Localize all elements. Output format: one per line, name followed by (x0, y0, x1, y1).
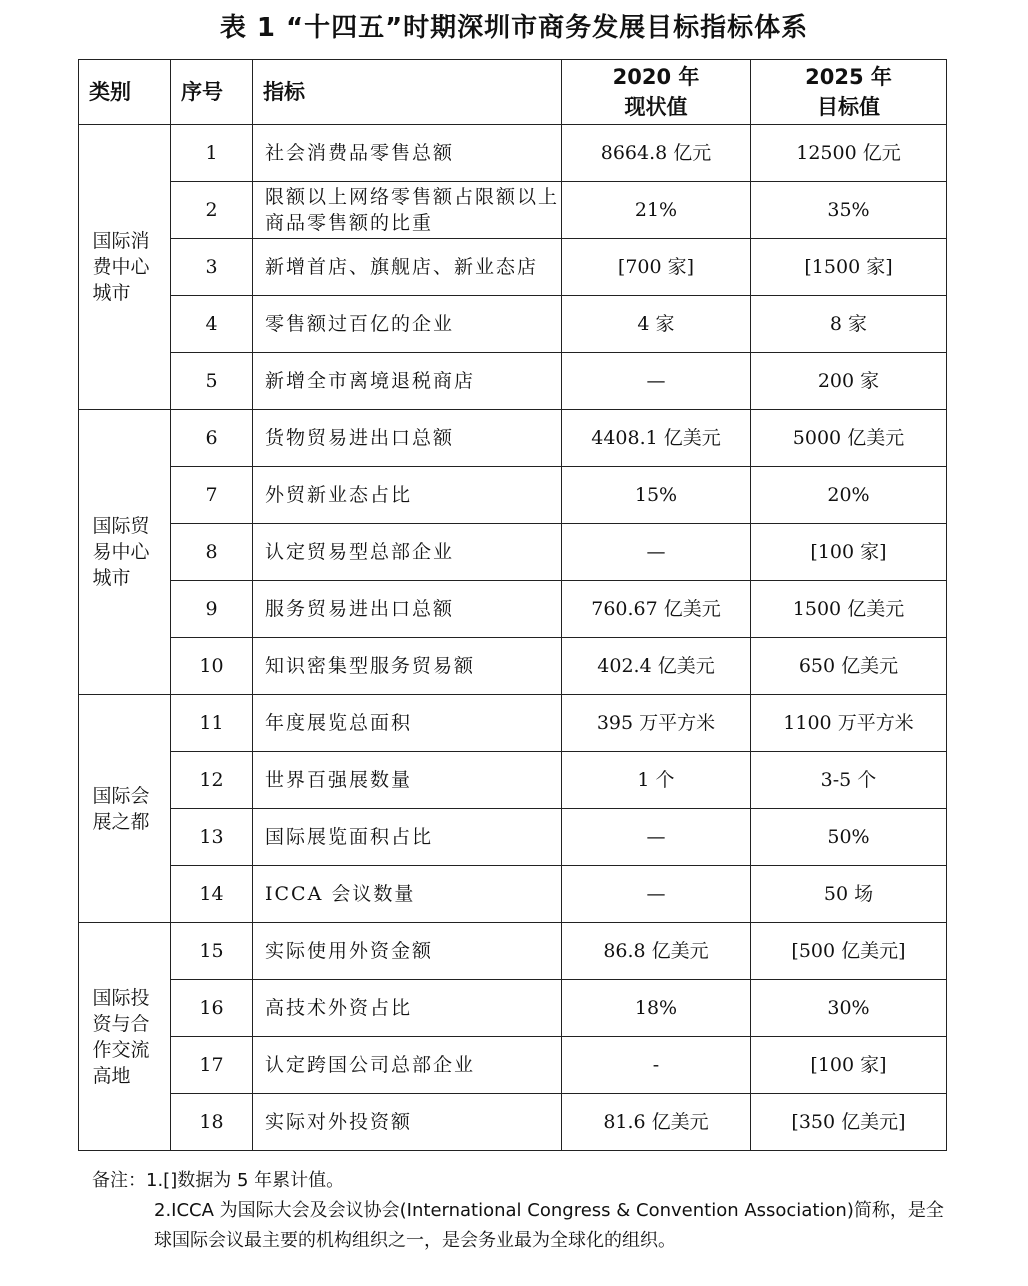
indicator-cell: 高技术外资占比 (253, 980, 562, 1037)
header-2020 (562, 60, 751, 125)
value-2025-cell: 50% (751, 809, 947, 866)
notes-label: 备注： (92, 1170, 146, 1191)
value-2020-cell: 4 家 (562, 296, 751, 353)
indicator-cell: 知识密集型服务贸易额 (253, 638, 562, 695)
table-row (79, 752, 947, 809)
seq-cell: 8 (171, 524, 253, 581)
seq-cell: 2 (171, 182, 253, 239)
value-2025-cell: 35% (751, 182, 947, 239)
seq-cell: 14 (171, 866, 253, 923)
indicator-cell: 国际展览面积占比 (253, 809, 562, 866)
seq-cell: 4 (171, 296, 253, 353)
value-2020-cell: — (562, 524, 751, 581)
indicator-cell: 新增首店、旗舰店、新业态店 (253, 239, 562, 296)
seq-cell: 13 (171, 809, 253, 866)
table-row (79, 125, 947, 182)
header-2025-label: 目标值 (817, 95, 880, 119)
value-2025-cell: [350 亿美元] (751, 1094, 947, 1151)
table-row (79, 239, 947, 296)
table-row (79, 809, 947, 866)
seq-cell: 10 (171, 638, 253, 695)
indicator-cell: 认定贸易型总部企业 (253, 524, 562, 581)
indicator-table (78, 59, 947, 1151)
value-2025-cell: [100 家] (751, 524, 947, 581)
table-row (79, 467, 947, 524)
seq-cell: 1 (171, 125, 253, 182)
value-2025-cell: 30% (751, 980, 947, 1037)
seq-cell: 11 (171, 695, 253, 752)
value-2020-cell: — (562, 866, 751, 923)
value-2025-cell: 12500 亿元 (751, 125, 947, 182)
value-2020-cell: 402.4 亿美元 (562, 638, 751, 695)
category-cell (79, 125, 171, 410)
category-cell (79, 923, 171, 1151)
value-2020-cell: — (562, 353, 751, 410)
value-2020-cell: [700 家] (562, 239, 751, 296)
seq-cell: 7 (171, 467, 253, 524)
seq-cell: 6 (171, 410, 253, 467)
table-row (79, 695, 947, 752)
value-2020-cell: — (562, 809, 751, 866)
table-row (79, 980, 947, 1037)
value-2025-cell: 650 亿美元 (751, 638, 947, 695)
value-2025-cell: 1100 万平方米 (751, 695, 947, 752)
value-2020-cell: 15% (562, 467, 751, 524)
indicator-cell: 实际对外投资额 (253, 1094, 562, 1151)
indicator-cell: 认定跨国公司总部企业 (253, 1037, 562, 1094)
value-2025-cell: [100 家] (751, 1037, 947, 1094)
seq-cell: 15 (171, 923, 253, 980)
table-body (79, 125, 947, 1151)
table-row (79, 638, 947, 695)
category-cell (79, 410, 171, 695)
category-label: 国际会展之都 (92, 784, 150, 833)
category-label: 国际消费中心城市 (92, 230, 150, 304)
note-2: 2.ICCA 为国际大会及会议协会(International Congress & Convention Association)简称，是全球国际会议最主要的机构组织之一，是会务业最为全球化的组织。 (154, 1200, 944, 1251)
value-2020-cell: 760.67 亿美元 (562, 581, 751, 638)
category-label: 国际投资与合作交流高地 (92, 986, 150, 1087)
value-2025-cell: [500 亿美元] (751, 923, 947, 980)
seq-cell: 9 (171, 581, 253, 638)
indicator-cell: ICCA 会议数量 (253, 866, 562, 923)
header-2020-label: 现状值 (624, 95, 688, 119)
header-seq: 序号 (171, 60, 253, 125)
table-row (79, 581, 947, 638)
table-title: 表 1 “十四五”时期深圳市商务发展目标指标体系 (219, 13, 809, 43)
indicator-cell: 服务贸易进出口总额 (253, 581, 562, 638)
indicator-cell: 货物贸易进出口总额 (253, 410, 562, 467)
table-row (79, 923, 947, 980)
indicator-cell: 限额以上网络零售额占限额以上商品零售额的比重 (253, 182, 562, 239)
table-row (79, 866, 947, 923)
value-2025-cell: 3-5 个 (751, 752, 947, 809)
category-cell (79, 695, 171, 923)
header-row (79, 60, 947, 125)
value-2020-cell: 395 万平方米 (562, 695, 751, 752)
value-2025-cell: 50 场 (751, 866, 947, 923)
header-2025-year: 2025 年 (805, 65, 892, 89)
indicator-cell: 年度展览总面积 (253, 695, 562, 752)
value-2020-cell: 21% (562, 182, 751, 239)
header-2025 (751, 60, 947, 125)
note-1-text: 1.[]数据为 5 年累计值。 (146, 1170, 345, 1191)
value-2020-cell: 18% (562, 980, 751, 1037)
indicator-cell: 社会消费品零售总额 (253, 125, 562, 182)
value-2020-cell: 8664.8 亿元 (562, 125, 751, 182)
category-label: 国际贸易中心城市 (92, 515, 150, 589)
indicator-cell: 新增全市离境退税商店 (253, 353, 562, 410)
header-2020-year: 2020 年 (612, 65, 700, 89)
value-2025-cell: 5000 亿美元 (751, 410, 947, 467)
seq-cell: 12 (171, 752, 253, 809)
table-row (79, 1094, 947, 1151)
seq-cell: 3 (171, 239, 253, 296)
indicator-cell: 世界百强展数量 (253, 752, 562, 809)
value-2020-cell: 1 个 (562, 752, 751, 809)
value-2025-cell: 20% (751, 467, 947, 524)
table-row (79, 182, 947, 239)
value-2025-cell: 8 家 (751, 296, 947, 353)
table-row (79, 353, 947, 410)
seq-cell: 18 (171, 1094, 253, 1151)
value-2020-cell: 86.8 亿美元 (562, 923, 751, 980)
indicator-cell: 零售额过百亿的企业 (253, 296, 562, 353)
value-2025-cell: 200 家 (751, 353, 947, 410)
table-row (79, 524, 947, 581)
seq-cell: 16 (171, 980, 253, 1037)
indicator-cell: 实际使用外资金额 (253, 923, 562, 980)
notes (92, 1166, 952, 1256)
header-indicator: 指标 (253, 60, 562, 125)
value-2020-cell: - (562, 1037, 751, 1094)
table-row (79, 296, 947, 353)
indicator-cell: 外贸新业态占比 (253, 467, 562, 524)
table-row (79, 410, 947, 467)
note-1 (92, 1166, 952, 1196)
table-row (79, 1037, 947, 1094)
value-2025-cell: 1500 亿美元 (751, 581, 947, 638)
value-2020-cell: 4408.1 亿美元 (562, 410, 751, 467)
value-2025-cell: [1500 家] (751, 239, 947, 296)
seq-cell: 17 (171, 1037, 253, 1094)
header-category: 类别 (79, 60, 171, 125)
seq-cell: 5 (171, 353, 253, 410)
value-2020-cell: 81.6 亿美元 (562, 1094, 751, 1151)
